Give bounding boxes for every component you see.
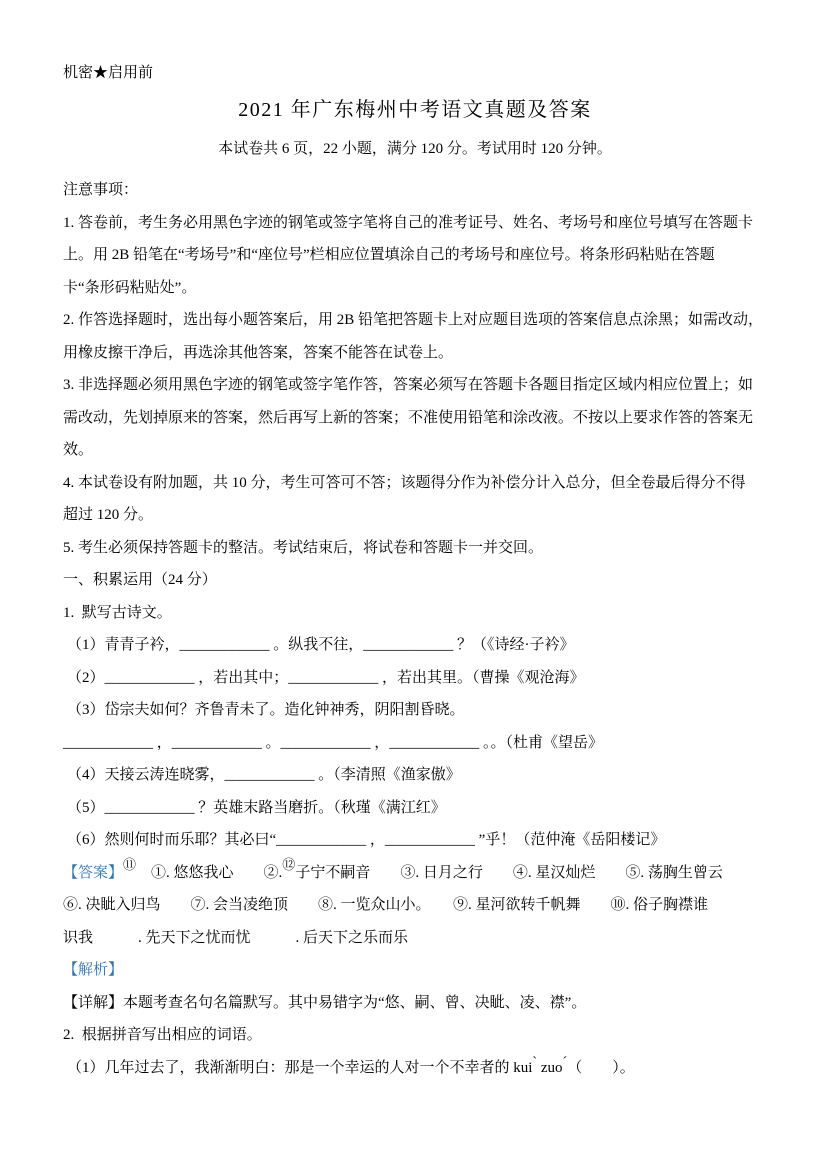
answer-text-segment: ①. 悠悠我心 ②. (136, 864, 283, 881)
notice-line: 1. 答卷前，考生务必用黑色字迹的钢笔或签字笔将自己的准考证号、姓名、考场号和座位号填写在答题卡 (63, 214, 754, 231)
notice-line: 用橡皮擦干净后，再选涂其他答案，答案不能答在试卷上。 (63, 344, 454, 361)
notice-line: 3. 非选择题必须用黑色字迹的钢笔或签字笔作答，答案必须写在答题卡各题目指定区域内相应位置上；如 (63, 377, 754, 393)
answer-text-segment: 子宁不嗣音 ③. 日月之行 ④. 星汉灿烂 ⑤. 荡胸生曾云 (295, 864, 723, 881)
document-body (63, 174, 767, 1084)
exam-meta: 本试卷共 6 页，22 小题，满分 120 分。考试用时 120 分钟。 (218, 141, 612, 157)
notice-line: 2. 作答选择题时，选出每小题答案后，用 2B 铅笔把答题卡上对应题目选项的答案信息点涂黑；如需改动， (63, 312, 764, 328)
superscript-circled-12: ⑫ (282, 856, 296, 872)
detail-line (63, 987, 767, 1020)
question-1-line: （3）岱宗夫如何？齐鲁青未了。造化钟神秀，阴阳割昏晓。 (67, 702, 465, 718)
question-2-line (63, 1052, 767, 1085)
page-title: 2021 年广东梅州中考语文真题及答案 (238, 99, 592, 121)
question-1-line: （4）天接云涛连晓雾，____________ 。（李清照《渔家傲》 (67, 767, 461, 783)
question-1-line: （5）____________ ？英雄末路当磨折。（秋瑾《满江红》 (67, 799, 446, 816)
notice-line: 需改动，先划掉原来的答案，然后再写上新的答案；不准使用铅笔和涂改液。不按以上要求作答的答案无 (63, 409, 754, 426)
classification-mark: 机密★启用前 (63, 65, 154, 81)
question-1-line: （2）____________ ，若出其中；____________ ，若出其里。（曹操《观沧海》 (67, 669, 585, 686)
question-1-line: ____________ ，____________ 。____________ ，____________ 。。（杜甫《望岳》 (63, 734, 604, 751)
notice-line: 卡“条形码粘贴处”。 (63, 279, 197, 296)
notice-line: 效。 (63, 442, 94, 458)
question-1-stem: 1. 默写古诗文。 (63, 604, 172, 621)
notice-heading: 注意事项： (63, 182, 139, 198)
section-heading: 一、积累运用（24 分） (63, 572, 217, 588)
question-1-line: （1）青青子衿，____________ 。纵我不往，____________ ？（《诗经·子衿》 (67, 637, 575, 653)
detail-label: 【详解】 (63, 994, 124, 1011)
question-2-text: （1）几年过去了，我渐渐明白：那是一个幸运的人对一个不幸者的 kui (67, 1059, 533, 1076)
superscript-circled-11: ⑪ (123, 856, 137, 872)
answer-line-1 (63, 857, 767, 890)
pinyin-tone-mark: ˋ (532, 1054, 538, 1070)
question-2-stem: 2. 根据拼音写出相应的词语。 (63, 1027, 262, 1043)
notice-line: 上。用 2B 铅笔在“考场号”和“座位号”栏相应位置填涂自己的考场号和座位号。将条形码粘贴在答题 (63, 247, 715, 263)
question-1-line: （6）然则何时而乐耶？其必曰“____________ ，____________ ”乎！（范仲淹《岳阳楼记》 (67, 832, 666, 848)
question-2-text: zuo (537, 1059, 563, 1076)
question-2-text: （ ）。 (567, 1059, 635, 1076)
detail-text: 本题考查名句名篇默写。其中易错字为“悠、嗣、曾、决眦、凌、襟”。 (123, 994, 587, 1011)
answer-line-3: 识我 . 先天下之忧而忧 . 后天下之乐而乐 (63, 929, 409, 946)
answer-label: 【答案】 (63, 864, 124, 881)
notice-line: 超过 120 分。 (63, 507, 154, 523)
analysis-label: 【解析】 (63, 962, 124, 978)
pinyin-tone-mark: ˊ (562, 1054, 568, 1070)
notice-line: 5. 考生必须保持答题卡的整洁。考试结束后，将试卷和答题卡一并交回。 (63, 539, 544, 556)
notice-line: 4. 本试卷设有附加题，共 10 分，考生可答可不答；该题得分作为补偿分计入总分，但全卷最后得分不得 (63, 474, 746, 491)
analysis-line (63, 954, 767, 987)
answer-line-2: ⑥. 决眦入归鸟 ⑦. 会当凌绝顶 ⑧. 一览众山小。 ⑨. 星河欲转千帆舞 ⑩. 俗子胸襟谁 (63, 897, 709, 913)
